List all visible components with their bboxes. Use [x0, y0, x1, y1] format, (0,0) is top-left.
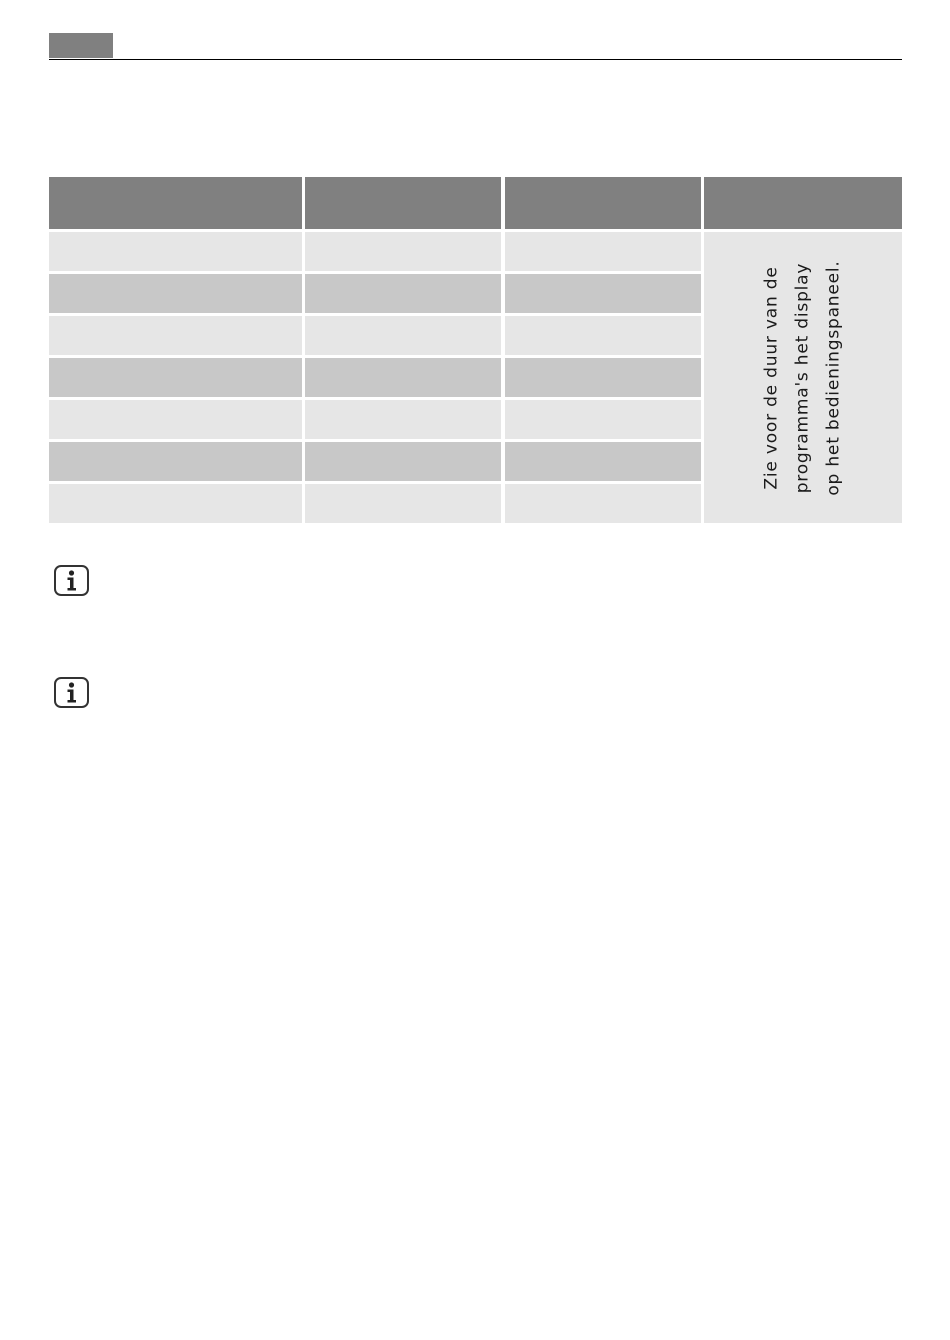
table-cell	[505, 358, 701, 397]
table-cell	[305, 274, 501, 313]
table-header-cell	[49, 177, 302, 229]
table-cell	[305, 358, 501, 397]
table-cell	[49, 316, 302, 355]
table-cell	[49, 442, 302, 481]
table-cell	[49, 274, 302, 313]
table-cell	[49, 400, 302, 439]
header-rule	[49, 59, 902, 60]
table-cell	[49, 484, 302, 523]
table-cell	[505, 484, 701, 523]
page-tab-marker	[49, 33, 113, 58]
program-table	[49, 177, 902, 523]
table-cell	[305, 442, 501, 481]
duration-note-line: op het bedieningspaneel.	[823, 259, 844, 496]
duration-note-cell	[704, 232, 902, 523]
table-cell	[49, 232, 302, 271]
table-cell	[305, 484, 501, 523]
table-header-cell	[505, 177, 701, 229]
table-cell	[505, 400, 701, 439]
table-cell	[305, 316, 501, 355]
table-header-cell	[305, 177, 501, 229]
table-cell	[49, 358, 302, 397]
table-cell	[505, 442, 701, 481]
table-cell	[505, 232, 701, 271]
table-header-cell	[704, 177, 902, 229]
table-cell	[305, 232, 501, 271]
duration-note	[757, 248, 850, 508]
duration-note-line: Zie voor de duur van de	[761, 265, 782, 490]
info-icon	[54, 677, 89, 708]
duration-note-line: programma's het display	[792, 262, 813, 493]
table-cell	[305, 400, 501, 439]
table-cell	[505, 316, 701, 355]
table-cell	[505, 274, 701, 313]
info-icon	[54, 565, 89, 596]
